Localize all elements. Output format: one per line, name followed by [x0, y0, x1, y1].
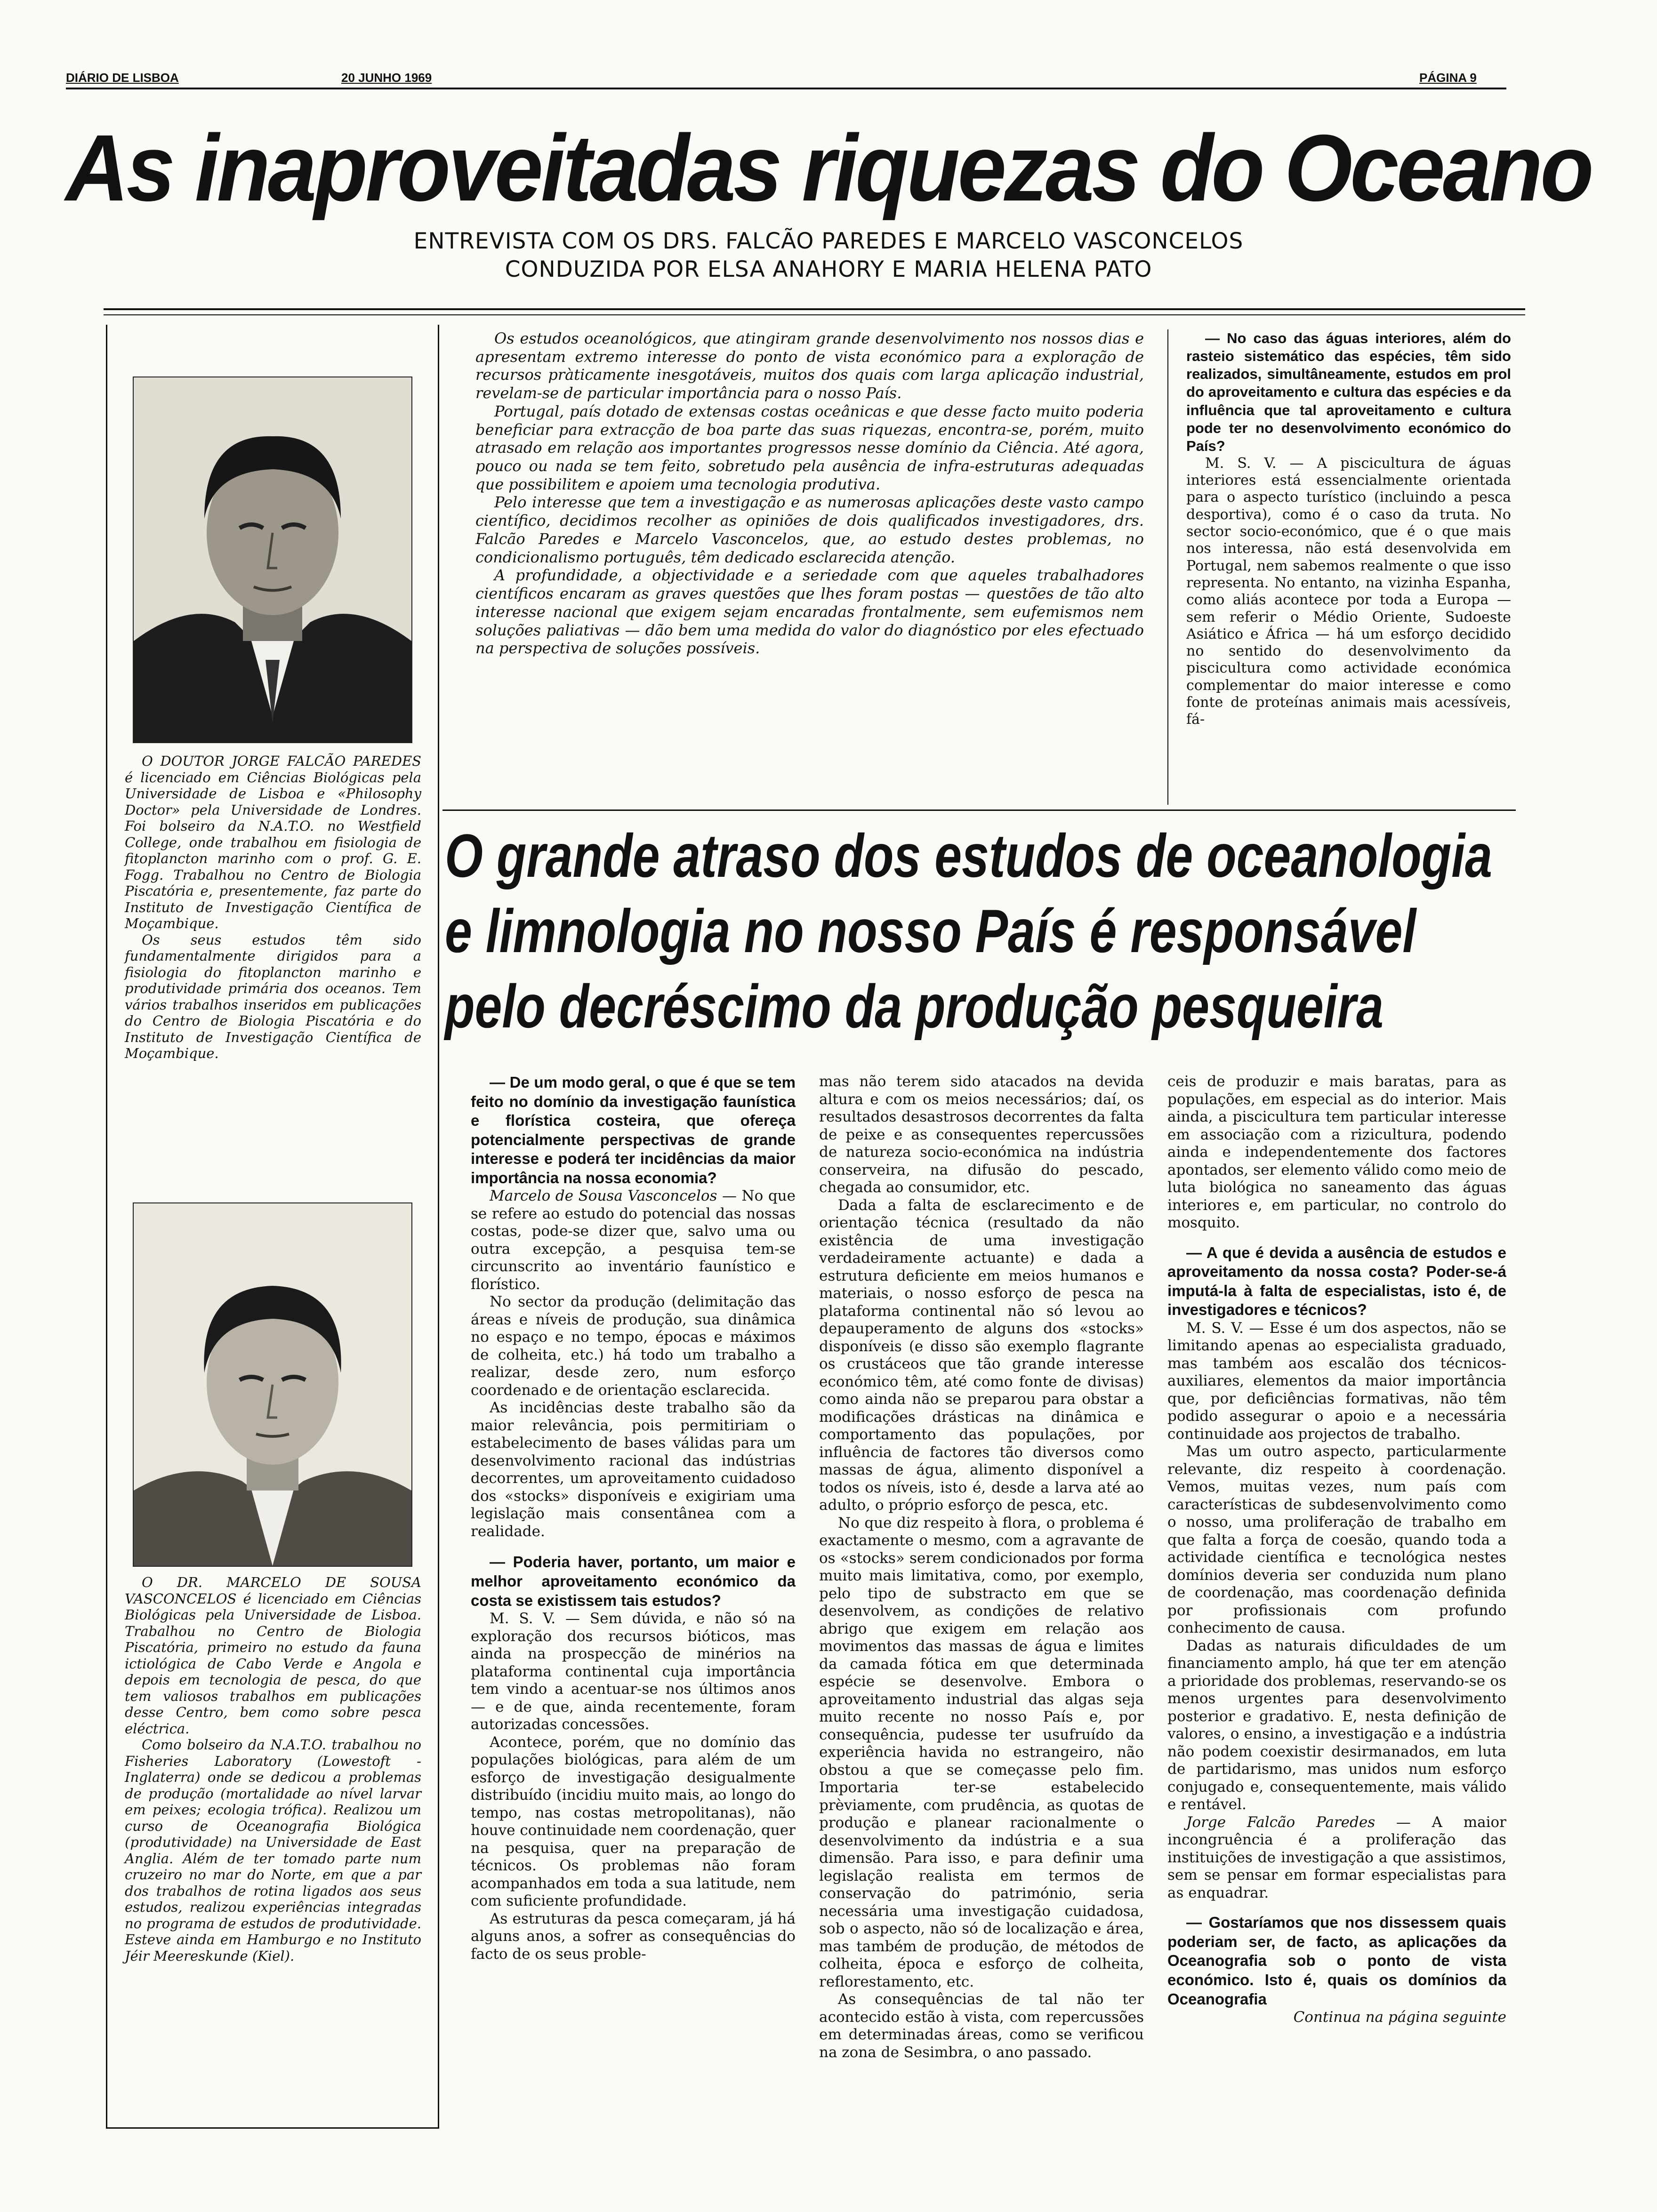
title-rule — [104, 308, 1525, 310]
page-date: 20 JUNHO 1969 — [341, 71, 432, 85]
left-column-border-right — [438, 325, 439, 2127]
main-title: As inaproveitadas riquezas do Oceano — [65, 115, 1592, 221]
left-column-border — [106, 325, 107, 2127]
question-inland-waters: — No caso das águas interiores, além do rasteio sistemático das espécies, têm sido realizados, simultâneamente, estudos em prol do aproveitamento e cultura das espécies e da influência que tal aproveitamento e cultura pode ter no desenvolvimento económico do País? — [1186, 330, 1511, 454]
col2-p4: As consequências de tal não ter acontecido estão à vista, com repercussões em determinadas áreas, como se verificou na zona de Sesimbra, o ano passado. — [819, 1991, 1144, 2061]
question-coastal-research: — De um modo geral, o que é que se tem feito no domínio da investigação faunística e florística costeira, que ofereça potencialmente perspectivas de grande interesse e poderá ter incidências da maior importância na nossa economia? — [471, 1074, 796, 1186]
continued-note: Continua na página seguinte — [1293, 2009, 1506, 2026]
answer-2-p1: M. S. V. — Sem dúvida, e não só na exploração dos recursos bióticos, mas ainda na prospecção de minérios na plataforma continental cuja importância tem vindo a acentuar-se nos últimos anos — e de que, ainda recentemente, foram autorizadas concessões. — [471, 1610, 796, 1733]
answer-1-p2: No sector da produção (delimitação das áreas e níveis de produção, sua dinâmica no espaço e no tempo, épocas e máximos de colheita, etc.) há todo um trabalho a realizar, desde zero, num esforço coordenado e de orientação esclarecida. — [471, 1293, 796, 1399]
question-economic-use: — Poderia haver, portanto, um maior e melhor aproveitamento económico da costa se existissem tais estudos? — [471, 1553, 796, 1609]
header-rule — [66, 88, 1506, 89]
headline-line-3: pelo decréscimo da produção pesqueira — [445, 972, 1384, 1041]
headline-line-1: O grande atraso dos estudos de oceanologia — [445, 821, 1492, 890]
col2-p2: Dada a falta de esclarecimento e de orientação técnica (resultado da não existência de uma investigação verdadeiramente actuante) e dada a estrutura deficiente em meios humanos e materiais, o nosso esforço de pesca na plataforma continental não só levou ao depauperamento de alguns dos «stocks» disponíveis (e disso são exemplo flagrante os crustáceos que tão grande interesse económico têm, até como fonte de divisas) como ainda não se preparou para obstar a modificações drásticas na dinâmica e comportamento das populações, por influência de factores tão diversos como massas de água, alimento disponível a todos os níveis, isto é, desde a larva até ao adulto, o próprio esforço de pesca, etc. — [819, 1196, 1144, 1514]
caption-vasconcelos-p1: O DR. MARCELO DE SOUSA VASCONCELOS é licenciado em Ciências Biológicas pela Universidade de Lisboa. Trabalhou no Centro de Biologia Piscatória, primeiro no estudo da fauna ictiológica de Cabo Verde e Angola e depois em tecnologia de pesca, do que tem valiosos trabalhos em publicações desse Centro, bem como sobre pesca eléctrica. — [125, 1574, 421, 1737]
answer-piscicultura: M. S. V. — A piscicultura de águas interiores está essencialmente orientada para o aspecto turístico (incluindo a pesca desportiva), como é o caso da truta. No sector socio-económico, que é o que mais nos interessa, não está desenvolvida em Portugal, nem sabemos realmente o que isso representa. No entanto, na vizinha Espanha, como aliás acontece por toda a Europa — sem referir o Médio Oriente, Sudoeste Asiático e África — há um esforço decidido no sentido do desenvolvimento da piscicultura como actividade económica complementar do maior interesse e como fonte de proteínas animais mais acessíveis, fá- — [1186, 455, 1511, 728]
subtitle-line-2: CONDUZIDA POR ELSA ANAHORY E MARIA HELENA PATO — [505, 256, 1152, 282]
title-rule-thin — [104, 314, 1525, 315]
col3-p2: M. S. V. — Esse é um dos aspectos, não se limitando apenas ao especialista graduado, mas também aos escalão dos técnicos-auxiliares, elementos da maior importância que, por deficiências formativas, não têm podido assegurar o apoio e a necessária continuidade aos projectos de trabalho. — [1167, 1319, 1506, 1443]
answer-1-text: — No que se refere ao estudo do potencial das nossas costas, pode-se dizer que, salvo uma ou outra excepção, a pesquisa tem-se circunscrito ao inventário faunístico e florístico. — [471, 1187, 796, 1293]
caption-vasconcelos-p2: Como bolseiro da N.A.T.O. trabalhou no Fisheries Laboratory (Lowestoft - Inglaterra) onde se dedicou a problemas de produção (mortalidade ao nível larvar em peixes; ecologia trófica). Realizou um curso de Oceanografia Biológica (produtividade) na Universidade de East Anglia. Além de ter tomado parte num cruzeiro no mar do Norte, em que a par dos trabalhos de rotina ligados aos seus estudos, realizou experiências integradas no programa de estudos de produtividade. Esteve ainda em Hamburgo e no Instituto Jéir Meereskunde (Kiel). — [125, 1737, 421, 1964]
body-column-3 — [1167, 1073, 1506, 2027]
portrait-falcao-paredes — [133, 377, 412, 743]
intro-p2: Portugal, país dotado de extensas costas oceânicas e que desse facto muito poderia beneficiar para extracção de boa parte das suas riquezas, encontra-se, porém, muito atrasado em relação aos importantes progressos nesse domínio da Ciência. Até agora, pouco ou nada se tem feito, sobretudo pela ausência de infra-estruturas adequadas que possibilitem e apoiem uma tecnologia produtiva. — [475, 402, 1144, 493]
col3-p4: Dadas as naturais dificuldades de um financiamento amplo, há que ter em atenção a prioridade dos problemas, reservando-se os menos urgentes para desenvolvimento posterior e gradativo. E, nesta definição de valores, o ensino, a investigação e a indústria não podem coexistir desirmanados, em luta de partidarismo, mas unidos num esforço conjugado e, consequentemente, mais válido e rentável. — [1167, 1637, 1506, 1813]
col2-p1: mas não terem sido atacados na devida altura e com os meios necessários; daí, os resultados desastrosos decorrentes da falta de peixe e as consequentes repercussões de natureza socio-económica na indústria conserveira, na difusão do pescado, chegada ao consumidor, etc. — [819, 1073, 1144, 1196]
caption-paredes-p2: Os seus estudos têm sido fundamentalmente dirigidos para a fisiologia do fitoplancton marinho e produtividade primária dos oceanos. Tem vários trabalhos inseridos em publicações do Centro de Biologia Piscatória e do Instituto de Investigação Científica de Moçambique. — [125, 931, 421, 1061]
intro-p1: Os estudos oceanológicos, que atingiram grande desenvolvimento nos nossos dias e apresentam extremo interesse do ponto de vista económico para a exploração de recursos pràticamente inesgotáveis, muitos dos quais com larga aplicação industrial, revelam-se de particular importância para o nosso País. — [475, 329, 1144, 402]
answer-1-p3: As incidências deste trabalho são da maior relevância, pois permitiriam o estabelecimento de bases válidas para um desenvolvimento racional das indústrias decorrentes, um aproveitamento cuidadoso dos «stocks» disponíveis e exigiriam uma legislação mais consentânea com a realidade. — [471, 1399, 796, 1540]
headline-rule — [442, 809, 1516, 811]
col3-p5-text: — A maior incongruência é a proliferação das instituições de investigação a que assistimos, sem se pensar em formar especialistas para as enquadrar. — [1167, 1813, 1506, 1901]
col2-p3: No que diz respeito à flora, o problema é exactamente o mesmo, com a agravante de os «stocks» serem condicionados por forma muito mais limitativa, como, por exemplo, pelo tipo de substracto em que se desenvolvem, as condições de relativo abrigo que exigem em relação aos movimentos das massas de água e limites da camada fótica em que determinada espécie se desenvolve. Embora o aproveitamento industrial das algas seja muito recente no nosso País e, por consequência, pudesse ter usufruído da experiência havida no estrangeiro, não obstou a que se começasse pelo fim. Importaria ter-se estabelecido prèviamente, com prudência, as quotas de produção e planear racionalmente o desenvolvimento da indústria e a sua dimensão. Para isso, e para definir uma legislação realista em termos de conservação do património, seria necessária uma investigação cuidadosa, sob o aspecto, não só de localização e área, mas também de produção, de métodos de colheita, época e esforço de colheita, reflorestamento, etc. — [819, 1514, 1144, 1990]
speaker-paredes: Jorge Falcão Paredes — [1186, 1813, 1375, 1831]
speaker-vasconcelos: Marcelo de Sousa Vasconcelos — [490, 1187, 717, 1205]
answer-2-p3: As estruturas da pesca começaram, já há alguns anos, a sofrer as consequências do facto de os seus proble- — [471, 1910, 796, 1963]
col3-p1: ceis de produzir e mais baratas, para as populações, em especial as do interior. Mais ainda, a piscicultura tem particular interesse em associação com a rizicultura, podendo ainda e independentemente dos factores apontados, ser elemento válido como meio de luta biológica no saneamento das águas interiores e, em particular, no controlo do mosquito. — [1167, 1073, 1506, 1231]
headline-line-2: e limnologia no nosso País é responsável — [445, 897, 1416, 965]
intro-p3: Pelo interesse que tem a investigação e as numerosas aplicações deste vasto campo científico, decidimos recolher as opiniões de dois qualificados investigadores, drs. Falcão Paredes e Marcelo Vasconcelos, que, ao estudo destes problemas, no condicionalismo português, têm dedicado esclarecida atenção. — [475, 493, 1144, 566]
col3-p3: Mas um outro aspecto, particularmente relevante, diz respeito à coordenação. Vemos, muitas vezes, num país com características de subdesenvolvimento como o nosso, uma proliferação de trabalho em que falta a força de coesão, quando toda a actividade científica e tecnológica nestes domínios deveria ser conduzida num plano de coordenação, mas coordenação definida por profissionais com profundo conhecimento de causa. — [1167, 1443, 1506, 1637]
question-applications: — Gostaríamos que nos dissessem quais poderiam ser, de facto, as aplicações da Oceanografia sob o ponto de vista económico. Isto é, quais os domínios da Oceanografia — [1167, 1914, 1506, 2008]
subtitle-line-1: ENTREVISTA COM OS DRS. FALCÃO PAREDES E MARCELO VASCONCELOS — [413, 228, 1244, 254]
intro-text — [475, 329, 1144, 657]
body-column-2 — [819, 1073, 1144, 2061]
intro-divider — [1167, 329, 1168, 805]
question-lack-of-studies: — A que é devida a ausência de estudos e aproveitamento da nossa costa? Poder-se-á imputá-la à falta de especialistas, isto é, de investigadores e técnicos? — [1167, 1243, 1506, 1319]
intro-p4: A profundidade, a objectividade e a seriedade com que aqueles trabalhadores científicos encaram as graves questões que lhes foram postas — questões de tão alto interesse nacional que exigem sejam encaradas frontalmente, sem eufemismos nem soluções paliativas — dão bem uma medida do valor do diagnóstico por eles efectuado na perspectiva de soluções possíveis. — [475, 566, 1144, 657]
caption-paredes-p1: O DOUTOR JORGE FALCÃO PAREDES é licenciado em Ciências Biológicas pela Universidade de Lisboa e «Philosophy Doctor» pela Universidade de Londres. Foi bolseiro da N.A.T.O. no Westfield College, onde trabalhou em fisiologia de fitoplancton marinho com o prof. G. E. Fogg. Trabalhou no Centro de Biologia Piscatória e, presentemente, faz parte do Instituto de Investigação Científica de Moçambique. — [125, 753, 421, 931]
body-column-1 — [471, 1073, 796, 1963]
caption-sousa-vasconcelos — [125, 1574, 421, 1964]
portrait-sousa-vasconcelos — [133, 1202, 412, 1567]
answer-2-p2: Acontece, porém, que no domínio das populações biológicas, para além de um esforço de investigação desigualmente distribuído (incidiu muito mais, ao longo do tempo, nas costas metropolitanas), não houve continuidade nem coordenação, quer na pesquisa, quer na preparação de técnicos. Os problemas não foram acompanhados em toda a sua latitude, nem com suficiente profundidade. — [471, 1733, 796, 1910]
page-number: PÁGINA 9 — [1419, 71, 1477, 85]
top-right-column — [1186, 329, 1511, 729]
left-column-bottom — [106, 2127, 439, 2129]
caption-falcao-paredes — [125, 753, 421, 1062]
paper-name: DIÁRIO DE LISBOA — [66, 71, 179, 85]
